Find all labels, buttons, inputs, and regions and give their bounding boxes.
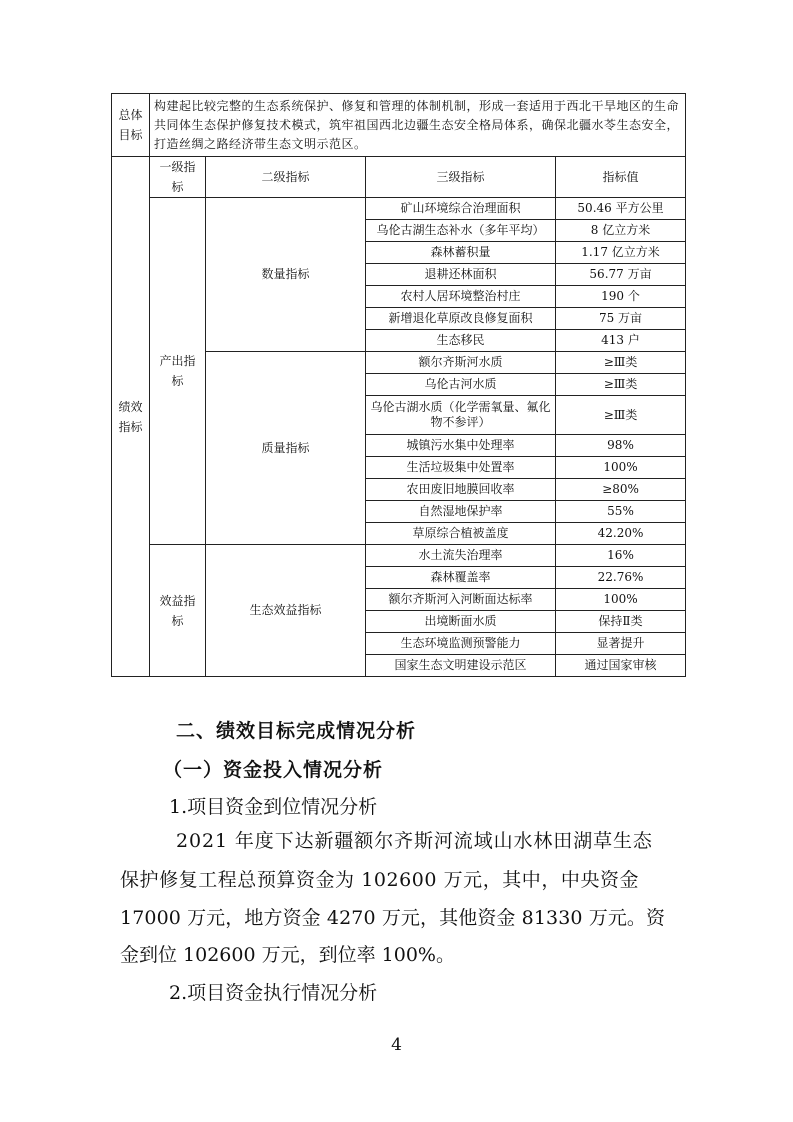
indicator-value: ≥Ⅲ类: [556, 352, 686, 374]
indicator-value: 100%: [556, 457, 686, 479]
indicator-value: 保持Ⅱ类: [556, 611, 686, 633]
indicator-value: ≥Ⅲ类: [556, 396, 686, 435]
level3-indicator: 额尔齐斯河水质: [366, 352, 556, 374]
overall-goal-row: [112, 94, 686, 157]
level3-indicator: 乌伦古湖生态补水（多年平均）: [366, 220, 556, 242]
subsection-heading: （一）资金投入情况分析: [163, 759, 384, 781]
level3-indicator: 农村人居环境整治村庄: [366, 286, 556, 308]
level3-indicator: 矿山环境综合治理面积: [366, 198, 556, 220]
indicator-value: 42.20%: [556, 523, 686, 545]
indicator-row: [112, 198, 686, 220]
indicator-value: ≥80%: [556, 479, 686, 501]
level3-indicator: 生态环境监测预警能力: [366, 633, 556, 655]
overall-goal-label: 总体 目标: [112, 94, 150, 157]
level2-indicator: 质量指标: [206, 352, 366, 545]
level1-indicator: 产出指 标: [150, 198, 206, 545]
indicator-value: 50.46 平方公里: [556, 198, 686, 220]
level2-indicator: 数量指标: [206, 198, 366, 352]
level3-indicator: 森林覆盖率: [366, 567, 556, 589]
indicator-value: 显著提升: [556, 633, 686, 655]
level3-indicator: 草原综合植被盖度: [366, 523, 556, 545]
performance-indicator-label: 绩效 指标: [112, 157, 150, 677]
level3-indicator: 出境断面水质: [366, 611, 556, 633]
indicator-value: 8 亿立方米: [556, 220, 686, 242]
indicator-value: 通过国家审核: [556, 655, 686, 677]
level3-indicator: 退耕还林面积: [366, 264, 556, 286]
paragraph-line: 17000 万元，地方资金 4270 万元，其他资金 81330 万元。资: [120, 907, 666, 929]
header-level2: 二级指标: [206, 157, 366, 198]
indicator-value: 55%: [556, 501, 686, 523]
section-heading: 二、绩效目标完成情况分析: [176, 720, 417, 742]
indicator-value: 1.17 亿立方米: [556, 242, 686, 264]
indicator-value: 56.77 万亩: [556, 264, 686, 286]
indicator-value: 16%: [556, 545, 686, 567]
performance-goal-table: [111, 93, 686, 677]
indicator-value: 98%: [556, 435, 686, 457]
level3-indicator: 水土流失治理率: [366, 545, 556, 567]
level3-indicator: 乌伦古河水质: [366, 374, 556, 396]
header-level1: 一级指 标: [150, 157, 206, 198]
indicator-value: 190 个: [556, 286, 686, 308]
level3-indicator: 乌伦古湖水质（化学需氧量、氟化物不参评）: [366, 396, 556, 435]
header-level3: 三级指标: [366, 157, 556, 198]
indicator-header-row: [112, 157, 686, 198]
indicator-row: [112, 545, 686, 567]
indicator-value: 413 户: [556, 330, 686, 352]
item-2-title: 2.项目资金执行情况分析: [169, 982, 378, 1004]
indicator-value: 75 万亩: [556, 308, 686, 330]
level3-indicator: 城镇污水集中处理率: [366, 435, 556, 457]
header-value: 指标值: [556, 157, 686, 198]
page-number: 4: [391, 1035, 402, 1055]
paragraph-line: 保护修复工程总预算资金为 102600 万元，其中，中央资金: [120, 869, 640, 891]
indicator-value: ≥Ⅲ类: [556, 374, 686, 396]
paragraph-line: 金到位 102600 万元，到位率 100%。: [120, 944, 455, 966]
item-1-title: 1.项目资金到位情况分析: [169, 796, 378, 818]
level3-indicator: 生态移民: [366, 330, 556, 352]
level3-indicator: 自然湿地保护率: [366, 501, 556, 523]
level3-indicator: 新增退化草原改良修复面积: [366, 308, 556, 330]
level2-indicator: 生态效益指标: [206, 545, 366, 677]
level3-indicator: 森林蓄积量: [366, 242, 556, 264]
level3-indicator: 农田废旧地膜回收率: [366, 479, 556, 501]
level3-indicator: 国家生态文明建设示范区: [366, 655, 556, 677]
indicator-value: 22.76%: [556, 567, 686, 589]
level1-indicator: 效益指 标: [150, 545, 206, 677]
overall-goal-text: 构建起比较完整的生态系统保护、修复和管理的体制机制，形成一套适用于西北干旱地区的生命共同体生态保护修复技术模式，筑牢祖国西北边疆生态安全格局体系，确保北疆水苓生态安全，打造丝绸之路经济带生态文明示范区。: [150, 94, 686, 157]
paragraph-line: 2021 年度下达新疆额尔齐斯河流域山水林田湖草生态: [176, 830, 653, 852]
indicator-value: 100%: [556, 589, 686, 611]
level3-indicator: 额尔齐斯河入河断面达标率: [366, 589, 556, 611]
level3-indicator: 生活垃圾集中处置率: [366, 457, 556, 479]
